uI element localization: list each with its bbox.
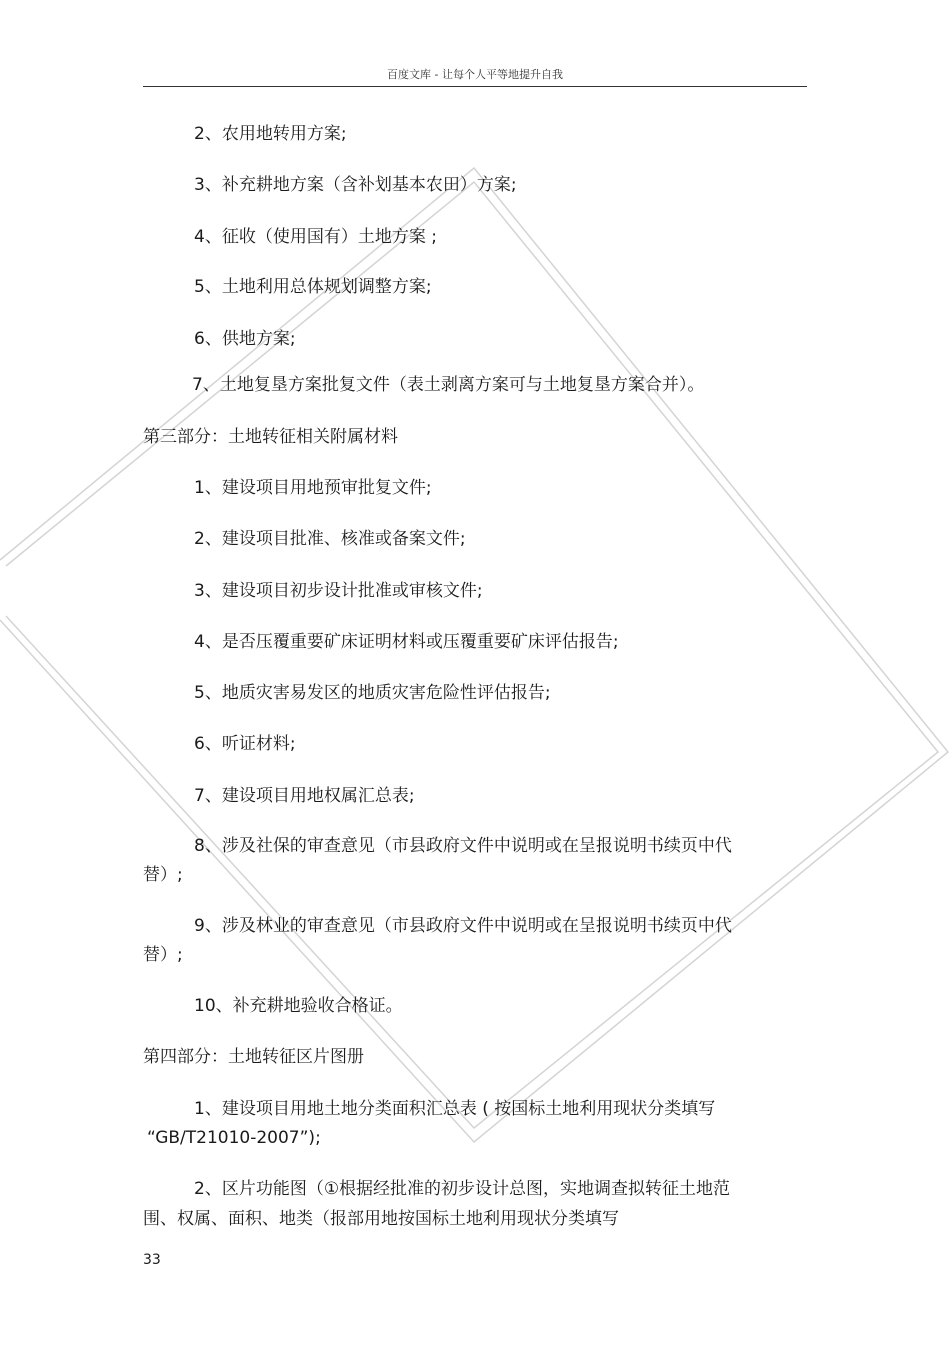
list-item: 8、涉及社保的审查意见（市县政府文件中说明或在呈报说明书续页中代	[194, 836, 732, 856]
list-item: 2、建设项目批准、核准或备案文件;	[194, 529, 466, 549]
section-heading: 第三部分：土地转征相关附属材料	[143, 427, 398, 447]
list-item: 9、涉及林业的审查意见（市县政府文件中说明或在呈报说明书续页中代	[194, 916, 732, 936]
list-item: 7、土地复垦方案批复文件（表土剥离方案可与土地复垦方案合并）。	[192, 375, 705, 395]
list-item: 3、建设项目初步设计批准或审核文件;	[194, 581, 483, 601]
section-heading: 第四部分：土地转征区片图册	[143, 1047, 364, 1067]
list-item: 2、区片功能图（①根据经批准的初步设计总图，实地调查拟转征土地范	[194, 1179, 731, 1199]
list-item: 3、补充耕地方案（含补划基本农田）方案;	[194, 175, 517, 195]
list-item-continuation: “GB/T21010-2007”);	[147, 1128, 321, 1148]
list-item: 5、地质灾害易发区的地质灾害危险性评估报告;	[194, 683, 551, 703]
list-item: 4、是否压覆重要矿床证明材料或压覆重要矿床评估报告;	[194, 632, 619, 652]
list-item: 6、听证材料;	[194, 734, 296, 754]
header-text: 百度文库 - 让每个人平等地提升自我	[387, 68, 563, 81]
list-item: 7、建设项目用地权属汇总表;	[194, 786, 415, 806]
list-item: 4、征收（使用国有）土地方案 ;	[194, 227, 437, 247]
list-item-continuation: 围、权属、面积、地类（报部用地按国标土地利用现状分类填写	[143, 1209, 619, 1229]
list-item-continuation: 替）;	[143, 865, 183, 885]
list-item: 6、供地方案;	[194, 329, 296, 349]
list-item: 5、土地利用总体规划调整方案;	[194, 277, 432, 297]
list-item-continuation: 替）;	[143, 945, 183, 965]
list-item: 1、建设项目用地土地分类面积汇总表 ( 按国标土地利用现状分类填写	[194, 1099, 716, 1119]
list-item: 10、补充耕地验收合格证。	[194, 996, 403, 1016]
list-item: 2、农用地转用方案;	[194, 124, 347, 144]
page-number: 33	[143, 1252, 161, 1268]
list-item: 1、建设项目用地预审批复文件;	[194, 478, 432, 498]
page-header	[143, 66, 807, 87]
